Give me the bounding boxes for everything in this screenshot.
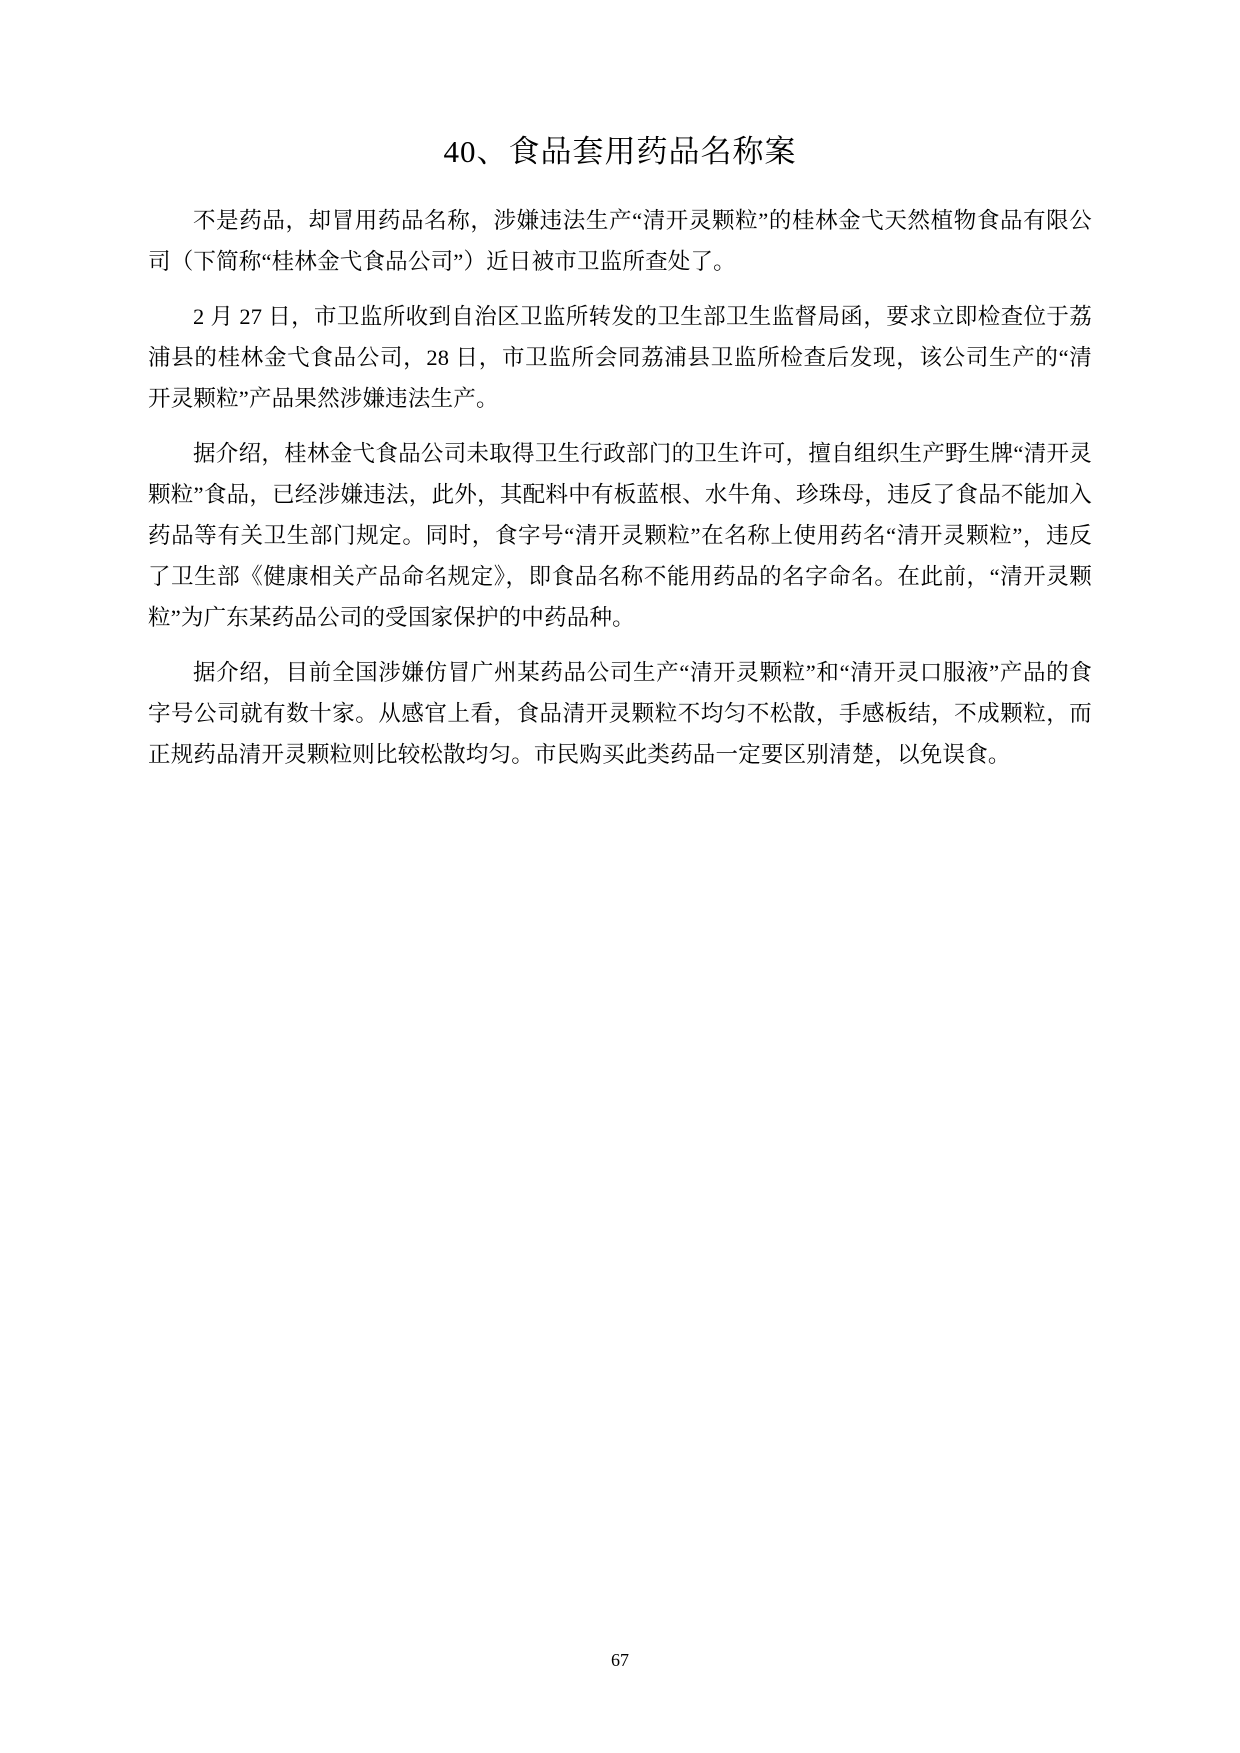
page-number: 67 bbox=[611, 1650, 629, 1670]
body-paragraph-4: 据介绍，目前全国涉嫌仿冒广州某药品公司生产“清开灵颗粒”和“清开灵口服液”产品的食字号公司就有数十家。从感官上看，食品清开灵颗粒不均匀不松散，手感板结，不成颗粒，而正规药品清开灵颗粒则比较松散均匀。市民购买此类药品一定要区别清楚，以免误食。 bbox=[148, 659, 1092, 767]
body-paragraph-3: 据介绍，桂林金弋食品公司未取得卫生行政部门的卫生许可，擅自组织生产野生牌“清开灵颗粒”食品，已经涉嫌违法，此外，其配料中有板蓝根、水牛角、珍珠母，违反了食品不能加入药品等有关卫生部门规定。同时，食字号“清开灵颗粒”在名称上使用药名“清开灵颗粒”，违反了卫生部《健康相关产品命名规定》，即食品名称不能用药品的名字命名。在此前，“清开灵颗粒”为广东某药品公司的受国家保护的中药品种。 bbox=[148, 441, 1092, 630]
body-paragraph-1: 不是药品，却冒用药品名称，涉嫌违法生产“清开灵颗粒”的桂林金弋天然植物食品有限公司（下简称“桂林金弋食品公司”）近日被市卫监所查处了。 bbox=[148, 208, 1092, 275]
body-paragraph-2: 2 月 27 日，市卫监所收到自治区卫监所转发的卫生部卫生监督局函，要求立即检查位于荔浦县的桂林金弋食品公司，28 日，市卫监所会同荔浦县卫监所检查后发现，该公司生产的“清开灵颗粒”产品果然涉嫌违法生产。 bbox=[148, 304, 1092, 412]
page-title: 40、食品套用药品名称案 bbox=[443, 134, 797, 169]
